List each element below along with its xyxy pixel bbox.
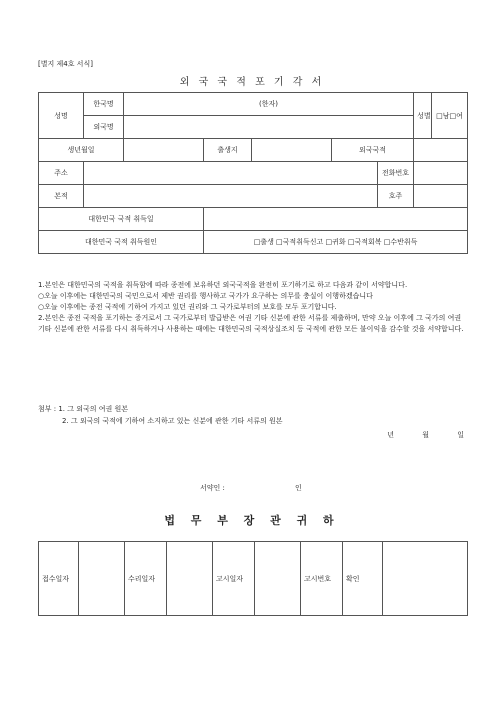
seal-mark: 인 xyxy=(295,484,302,492)
acquisition-date-label: 대한민국 국적 취득일 xyxy=(39,208,204,231)
foreign-name-label: 외국명 xyxy=(84,116,124,139)
applicant-info-table xyxy=(38,92,468,254)
phone-field[interactable] xyxy=(414,162,468,185)
confirmation-label: 확인 xyxy=(343,542,383,616)
gender-label: 성별 xyxy=(414,93,432,139)
accepted-date-label: 수리일자 xyxy=(125,542,167,616)
confirmation-field[interactable] xyxy=(383,542,468,616)
form-title: 외 국 국 적 포 기 각 서 xyxy=(179,77,325,88)
attachment-item: 1. 그 외국의 여권 원본 xyxy=(58,405,129,413)
acquisition-reason-options[interactable]: □출생 □국적취득신고 □귀화 □국적회복 □수반취득 xyxy=(204,231,468,254)
signer-label: 서약인 : xyxy=(200,484,225,492)
office-use-table xyxy=(38,541,468,616)
recipient-authority: 법 무 부 장 관 귀 하 xyxy=(164,514,340,527)
phone-label: 전화번호 xyxy=(378,162,414,185)
birthplace-label: 출생지 xyxy=(204,139,252,162)
signer-line xyxy=(200,483,302,493)
notice-date-label: 고시일자 xyxy=(213,542,255,616)
address-label: 주소 xyxy=(39,162,84,185)
birth-date-field[interactable] xyxy=(124,139,204,162)
korean-name-field[interactable] xyxy=(124,93,414,116)
date-line: 년 월 일 xyxy=(387,431,464,439)
acquisition-date-field[interactable] xyxy=(204,208,468,231)
name-label: 성명 xyxy=(39,93,84,139)
accepted-date-field[interactable] xyxy=(167,542,213,616)
household-head-field[interactable] xyxy=(414,185,468,208)
received-date-field[interactable] xyxy=(79,542,125,616)
attachments-label: 첨부 : xyxy=(38,405,57,413)
notice-date-field[interactable] xyxy=(255,542,301,616)
notice-number-label: 고시번호 xyxy=(301,542,343,616)
attachment-item: 2. 그 외국의 국적에 기하여 소지하고 있는 신분에 관한 기타 서류의 원본 xyxy=(62,417,283,425)
acquisition-reason-label: 대한민국 국적 취득원인 xyxy=(39,231,204,254)
gender-options[interactable]: □남□여 xyxy=(432,93,468,139)
statement-paragraph: 1.본인은 대한민국의 국적을 취득함에 따라 종전에 보유하던 외국국적을 완전히 포기하기로 하고 다음과 같이 서약합니다. xyxy=(38,281,408,289)
korean-name-label: 한국명 xyxy=(84,93,124,116)
pledge-statement xyxy=(38,280,465,335)
statement-paragraph: 2.본인은 종전 국적을 포기하는 증거로서 그 국가로부터 발급받은 여권 기타 신분에 관한 서류를 제출하며, 만약 오늘 이후에 그 국가의 여권 기타 신분에 관한 서류를 다시 취득하거나 사용하는 때에는 대한민국의 국적상실조치 등 국적에 관한 모든 불이익을 감수할 것을 서약합니다. xyxy=(38,314,464,333)
registry-label: 본적 xyxy=(39,185,84,208)
registry-field[interactable] xyxy=(84,185,378,208)
statement-paragraph: ○오늘 이후에는 종전 국적에 기하여 가지고 있던 권리와 그 국가로부터의 보호를 모두 포기합니다. xyxy=(38,303,337,311)
birth-date-label: 생년월일 xyxy=(39,139,124,162)
foreign-nationality-field[interactable] xyxy=(414,139,468,162)
birthplace-field[interactable] xyxy=(252,139,332,162)
address-field[interactable] xyxy=(84,162,378,185)
received-date-label: 접수일자 xyxy=(39,542,79,616)
household-head-label: 호주 xyxy=(378,185,414,208)
hanja-note: (한자) xyxy=(259,100,279,108)
attachments xyxy=(38,403,465,427)
foreign-nationality-label: 외국국적 xyxy=(332,139,414,162)
foreign-name-field[interactable] xyxy=(124,116,414,139)
form-number: [별지 제4호 서식] xyxy=(38,60,93,68)
statement-paragraph: ○오늘 이후에는 대한민국의 국민으로서 제반 권리를 행사하고 국가가 요구하는 의무를 충실이 이행하겠습니다 xyxy=(38,292,373,300)
